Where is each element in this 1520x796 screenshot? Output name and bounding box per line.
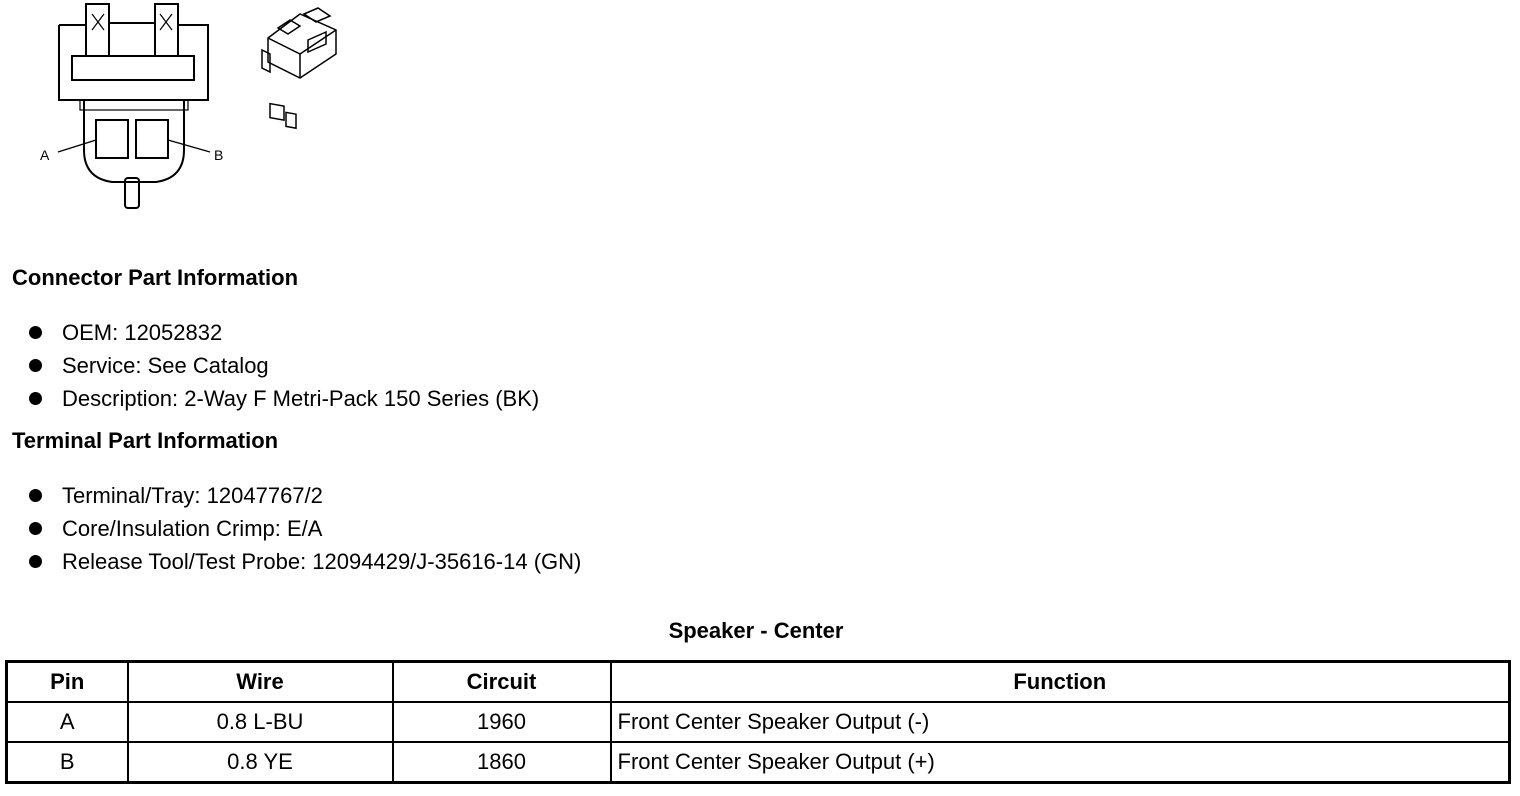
terminal-crimp: Core/Insulation Crimp: E/A — [62, 516, 323, 541]
column-header-pin: Pin — [7, 662, 128, 703]
list-item — [26, 316, 539, 349]
table-header-row — [7, 662, 1510, 703]
list-item — [26, 545, 581, 578]
terminal-release-tool: Release Tool/Test Probe: 12094429/J-35616-14 (GN) — [62, 549, 582, 574]
pin-label-a: A — [40, 147, 50, 163]
column-header-circuit: Circuit — [393, 662, 611, 703]
list-item — [26, 479, 581, 512]
table-row — [7, 702, 1510, 742]
cell-pin: B — [7, 742, 128, 783]
connector-housing-top — [59, 25, 208, 100]
list-item — [26, 349, 539, 382]
cavity-b — [136, 120, 168, 158]
column-header-function: Function — [611, 662, 1510, 703]
connector-diagram — [0, 0, 360, 225]
bullet-icon — [29, 522, 42, 535]
cell-wire: 0.8 L-BU — [128, 702, 393, 742]
connector-service: Service: See Catalog — [62, 353, 269, 378]
bullet-icon — [29, 359, 42, 372]
column-header-wire: Wire — [128, 662, 393, 703]
connector-info-heading: Connector Part Information — [12, 265, 299, 290]
list-item — [26, 512, 581, 545]
pin-label-b: B — [214, 147, 224, 163]
connector-isometric-icon — [262, 8, 336, 128]
connector-info-list — [26, 316, 539, 415]
connector-latch-right — [155, 4, 178, 56]
cell-circuit: 1860 — [393, 742, 611, 783]
cell-pin: A — [7, 702, 128, 742]
cell-function: Front Center Speaker Output (-) — [611, 702, 1510, 742]
connector-oem: OEM: 12052832 — [62, 320, 223, 345]
table-row — [7, 742, 1510, 783]
connector-latch-left — [86, 4, 109, 56]
list-item — [26, 382, 539, 415]
terminal-info-list — [26, 479, 581, 578]
bullet-icon — [29, 326, 42, 339]
cell-circuit: 1960 — [393, 702, 611, 742]
terminal-info-heading: Terminal Part Information — [12, 428, 279, 453]
bullet-icon — [29, 489, 42, 502]
connector-description: Description: 2-Way F Metri-Pack 150 Series (BK) — [62, 386, 540, 411]
cell-wire: 0.8 YE — [128, 742, 393, 783]
pin-table — [5, 660, 1511, 784]
bullet-icon — [29, 392, 42, 405]
table-title: Speaker - Center — [668, 618, 844, 643]
bullet-icon — [29, 555, 42, 568]
cavity-a — [96, 120, 128, 158]
cell-function: Front Center Speaker Output (+) — [611, 742, 1510, 783]
terminal-tray: Terminal/Tray: 12047767/2 — [62, 483, 323, 508]
